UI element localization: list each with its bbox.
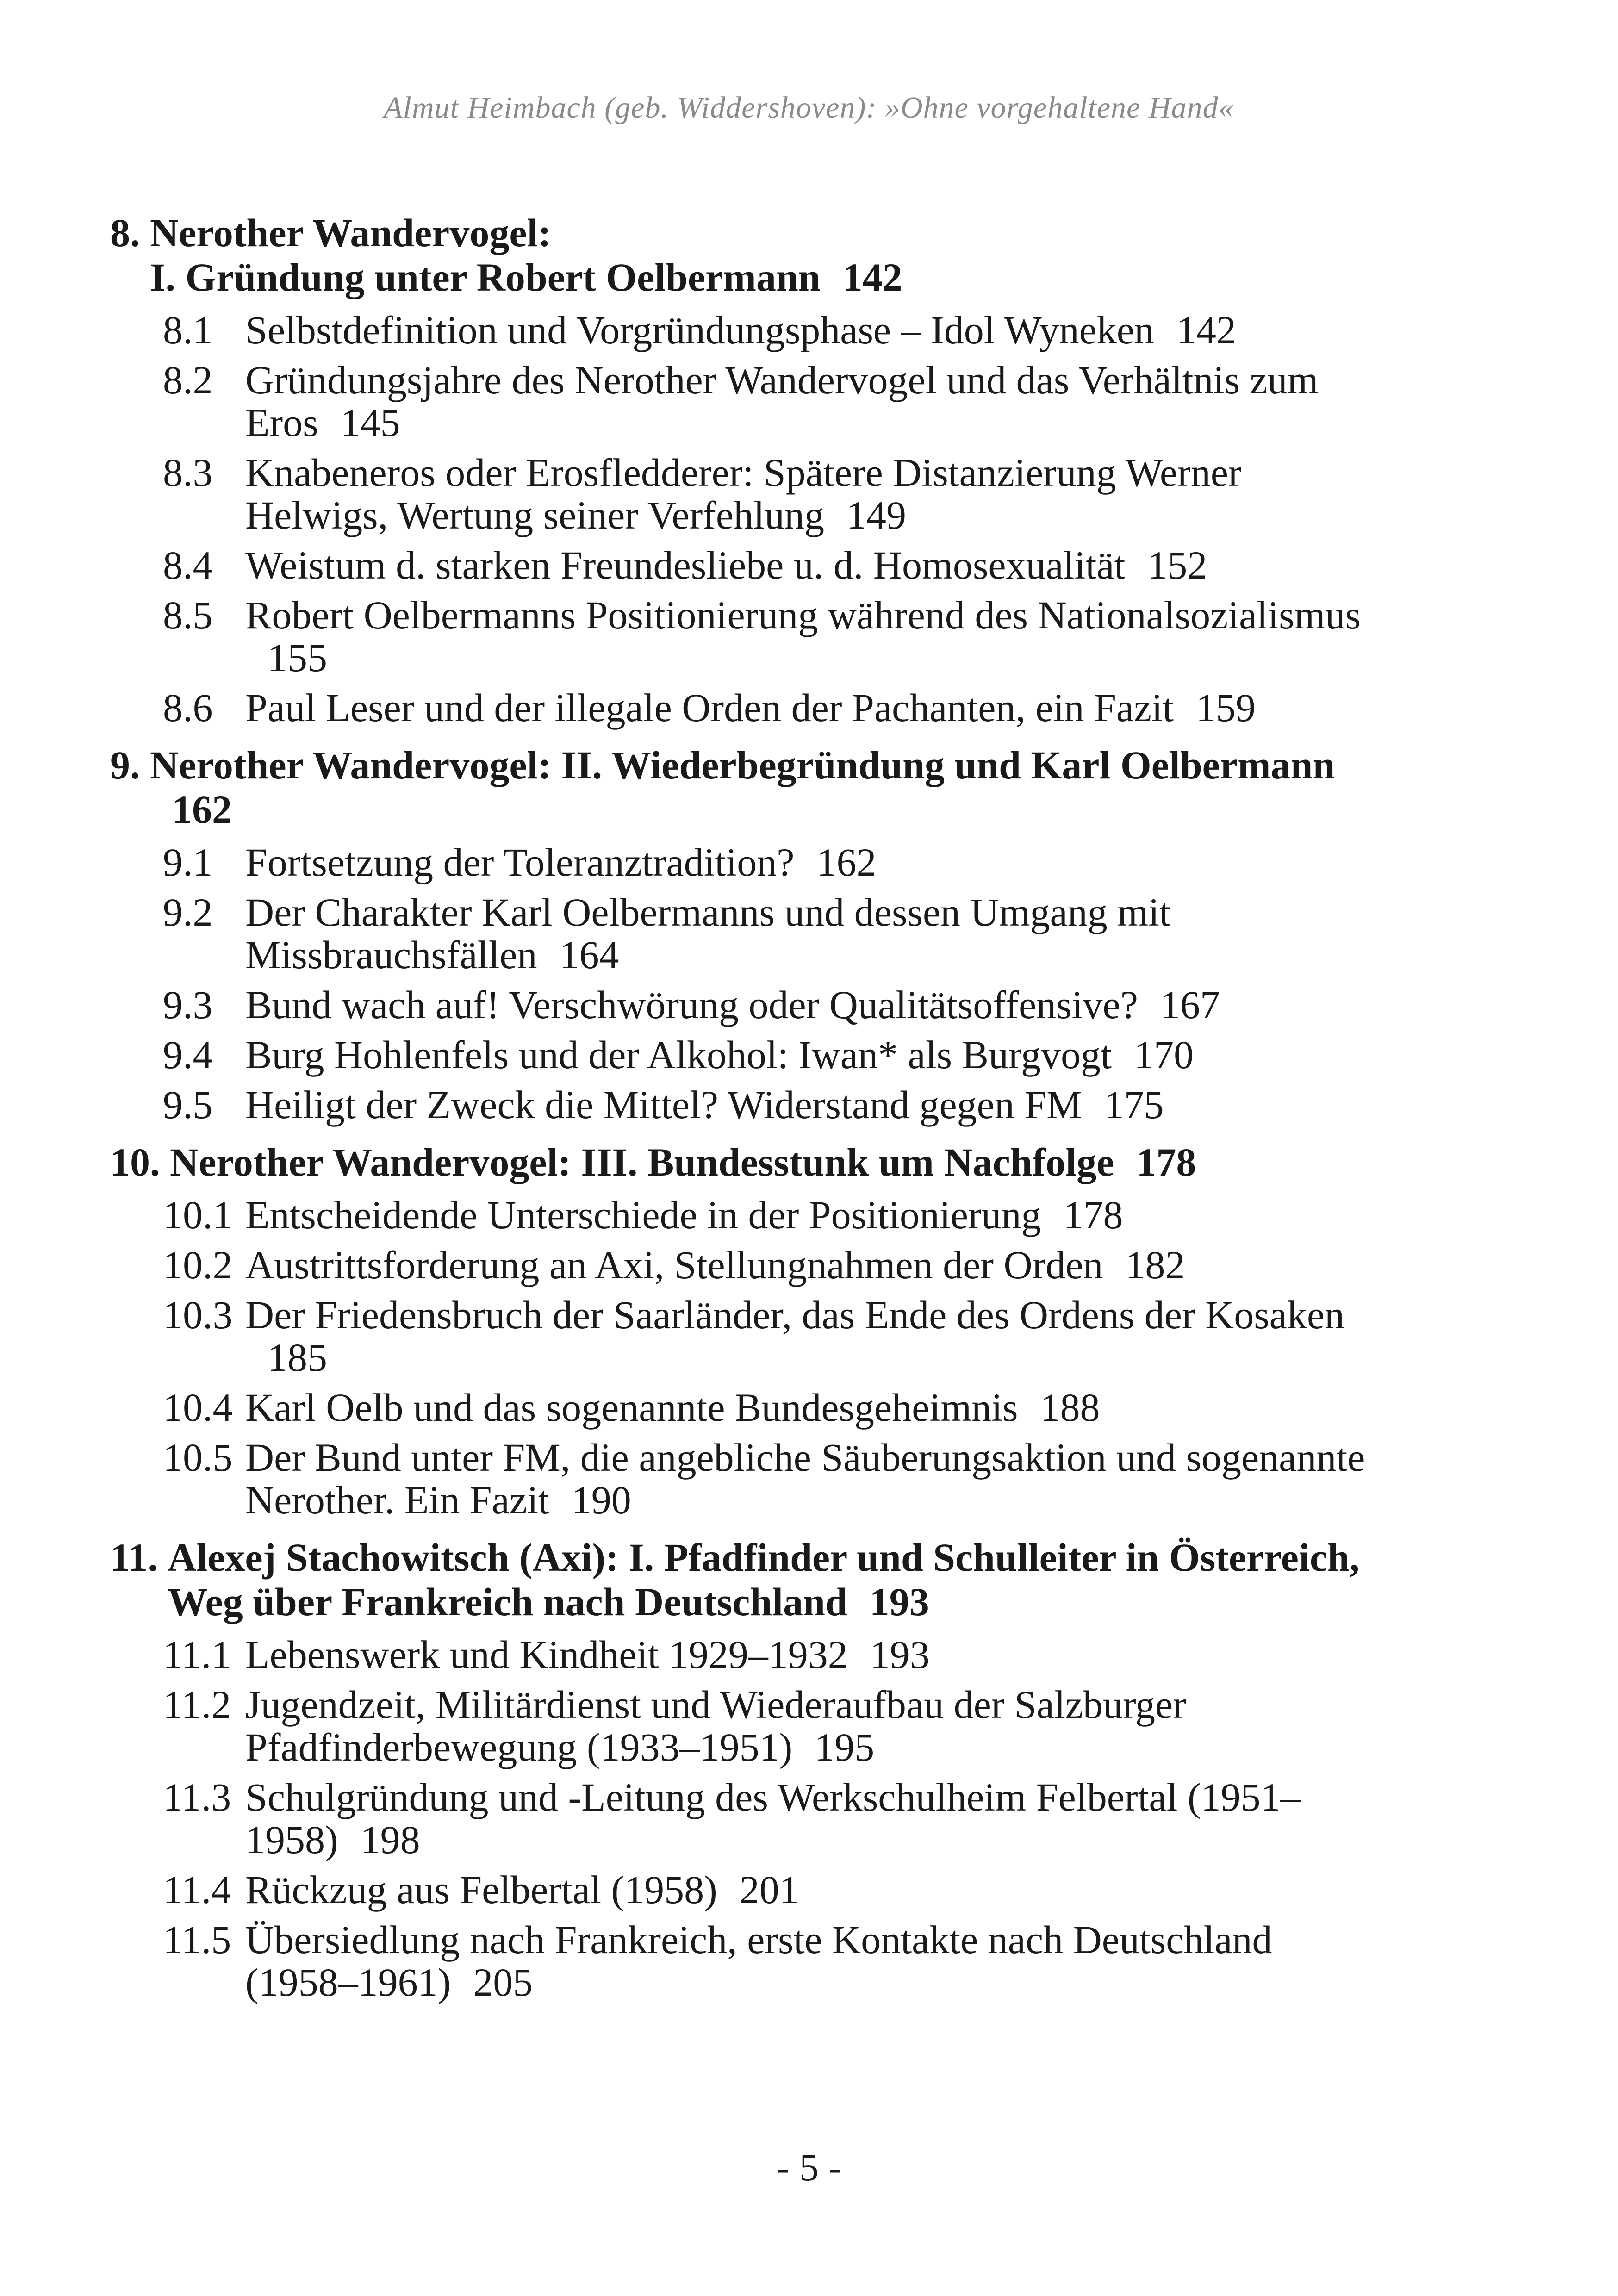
entry-page: 175: [1104, 1083, 1164, 1127]
entry-number: 9.3: [163, 983, 213, 1027]
toc-entry: [110, 1294, 1388, 1379]
page-number: - 5 -: [777, 2146, 841, 2189]
entry-title: Austrittsforderung an Axi, Stellungnahmen der Orden: [245, 1243, 1103, 1287]
chapter-heading: [110, 743, 1388, 832]
toc-entry: [110, 686, 1388, 729]
entry-title: Paul Leser und der illegale Orden der Pachanten, ein Fazit: [245, 685, 1174, 730]
chapter-number: 8.: [110, 211, 150, 255]
chapter-heading: [110, 211, 1388, 299]
toc-entry: [110, 451, 1388, 536]
chapter-title: Nerother Wandervogel: II. Wiederbegründung und Karl Oelbermann: [150, 743, 1335, 787]
entry-page: 190: [571, 1478, 631, 1522]
entry-title: Entscheidende Unterschiede in der Positionierung: [245, 1193, 1041, 1237]
entry-list: [110, 309, 1388, 729]
toc-entry: [110, 1868, 1388, 1911]
entry-title: Der Charakter Karl Oelbermanns und dessen Umgang mit Missbrauchsfällen: [245, 890, 1170, 977]
entry-number: 9.1: [163, 840, 213, 884]
entry-title: Knabeneros oder Erosfledderer: Spätere Distanzierung Werner Helwigs, Wertung seiner Verfehlung: [245, 450, 1242, 537]
toc-entry: [110, 891, 1388, 976]
entry-page: 145: [340, 400, 400, 445]
entry-page: 195: [815, 1725, 875, 1769]
entry-title: Burg Hohlenfels und der Alkohol: Iwan* als Burgvogt: [245, 1033, 1112, 1077]
chapter-9: [110, 743, 1388, 1126]
chapter-heading: [110, 1535, 1388, 1624]
toc-entry: [110, 1083, 1388, 1126]
toc-entry: [110, 594, 1388, 679]
entry-number: 8.5: [163, 593, 213, 637]
entry-title: Bund wach auf! Verschwörung oder Qualitätsoffensive?: [245, 983, 1138, 1027]
chapter-8: [110, 211, 1388, 729]
table-of-contents: [110, 211, 1388, 2017]
entry-page: 167: [1160, 983, 1220, 1027]
entry-page: 188: [1040, 1385, 1100, 1430]
toc-entry: [110, 1033, 1388, 1076]
entry-page: 155: [268, 635, 327, 680]
entry-title: Gründungsjahre des Nerother Wandervogel und das Verhältnis zum Eros: [245, 358, 1319, 445]
chapter-page: 142: [842, 255, 902, 299]
entry-number: 10.3: [163, 1293, 233, 1337]
entry-page: 152: [1147, 543, 1207, 587]
running-header: Almut Heimbach (geb. Widdershoven): »Ohne vorgehaltene Hand«: [384, 91, 1234, 124]
toc-entry: [110, 841, 1388, 884]
entry-page: 170: [1133, 1033, 1194, 1077]
entry-page: 164: [559, 933, 619, 977]
entry-number: 10.2: [163, 1243, 233, 1287]
entry-title: Fortsetzung der Toleranztradition?: [245, 840, 795, 884]
entry-page: 198: [360, 1817, 420, 1862]
entry-page: 193: [870, 1632, 930, 1677]
entry-number: 8.4: [163, 543, 213, 587]
chapter-title: Nerother Wandervogel: III. Bundesstunk um Nachfolge: [170, 1140, 1114, 1184]
entry-number: 8.2: [163, 358, 213, 402]
chapter-page: 193: [869, 1580, 929, 1624]
entry-title: Der Friedensbruch der Saarländer, das Ende des Ordens der Kosaken: [245, 1293, 1345, 1337]
entry-title: Heiligt der Zweck die Mittel? Widerstand gegen FM: [245, 1083, 1082, 1127]
entry-page: 162: [816, 840, 877, 884]
entry-title: Karl Oelb und das sogenannte Bundesgeheimnis: [245, 1385, 1018, 1430]
toc-entry: [110, 544, 1388, 586]
chapter-number: 9.: [110, 743, 150, 787]
chapter-page: 162: [172, 787, 232, 832]
entry-page: 205: [473, 1960, 533, 2004]
toc-entry: [110, 1244, 1388, 1286]
toc-entry: [110, 1386, 1388, 1429]
entry-title: Übersiedlung nach Frankreich, erste Kontakte nach Deutschland (1958–1961): [245, 1917, 1272, 2004]
entry-number: 11.3: [163, 1775, 231, 1819]
toc-entry: [110, 1633, 1388, 1676]
entry-number: 10.4: [163, 1385, 233, 1430]
toc-entry: [110, 1194, 1388, 1236]
entry-title: Jugendzeit, Militärdienst und Wiederaufbau der Salzburger Pfadfinderbewegung (1933–1951): [245, 1682, 1186, 1769]
entry-number: 10.5: [163, 1435, 233, 1480]
toc-entry: [110, 983, 1388, 1026]
entry-number: 10.1: [163, 1193, 233, 1237]
toc-entry: [110, 1918, 1388, 2004]
entry-number: 8.6: [163, 685, 213, 730]
entry-list: [110, 1633, 1388, 2004]
chapter-title: Nerother Wandervogel: I. Gründung unter Robert Oelbermann: [150, 211, 821, 299]
toc-entry: [110, 1436, 1388, 1521]
entry-list: [110, 841, 1388, 1126]
entry-title: Schulgründung und -Leitung des Werkschulheim Felbertal (1951–1958): [245, 1775, 1301, 1862]
entry-number: 9.2: [163, 890, 213, 934]
toc-entry: [110, 359, 1388, 444]
entry-title: Rückzug aus Felbertal (1958): [245, 1867, 717, 1912]
entry-number: 11.1: [163, 1632, 231, 1677]
entry-page: 149: [846, 493, 906, 537]
entry-number: 9.4: [163, 1033, 213, 1077]
entry-list: [110, 1194, 1388, 1521]
toc-entry: [110, 309, 1388, 351]
entry-page: 185: [268, 1335, 327, 1380]
entry-number: 11.4: [163, 1867, 231, 1912]
chapter-heading: [110, 1140, 1388, 1184]
entry-title: Lebenswerk und Kindheit 1929–1932: [245, 1632, 848, 1677]
toc-entry: [110, 1776, 1388, 1861]
entry-number: 11.5: [163, 1917, 231, 1962]
entry-title: Weistum d. starken Freundesliebe u. d. Homosexualität: [245, 543, 1126, 587]
entry-title: Der Bund unter FM, die angebliche Säuberungsaktion und sogenannte Nerother. Ein Fazit: [245, 1435, 1365, 1522]
chapter-page: 178: [1136, 1140, 1196, 1184]
entry-title: Selbstdefinition und Vorgründungsphase – Idol Wyneken: [245, 308, 1154, 352]
entry-number: 9.5: [163, 1083, 213, 1127]
entry-page: 142: [1176, 308, 1236, 352]
chapter-title: Alexej Stachowitsch (Axi): I. Pfadfinder und Schulleiter in Österreich, Weg über Frankreich nach Deutschland: [168, 1535, 1360, 1624]
chapter-number: 11.: [110, 1535, 168, 1580]
toc-entry: [110, 1683, 1388, 1768]
entry-page: 201: [739, 1867, 799, 1912]
entry-number: 8.1: [163, 308, 213, 352]
entry-page: 159: [1195, 685, 1256, 730]
entry-page: 178: [1063, 1193, 1123, 1237]
chapter-10: [110, 1140, 1388, 1521]
chapter-number: 10.: [110, 1140, 170, 1184]
entry-page: 182: [1125, 1243, 1185, 1287]
entry-title: Robert Oelbermanns Positionierung während des Nationalsozialismus: [245, 593, 1361, 637]
entry-number: 11.2: [163, 1682, 231, 1727]
entry-number: 8.3: [163, 450, 213, 495]
chapter-11: [110, 1535, 1388, 2004]
